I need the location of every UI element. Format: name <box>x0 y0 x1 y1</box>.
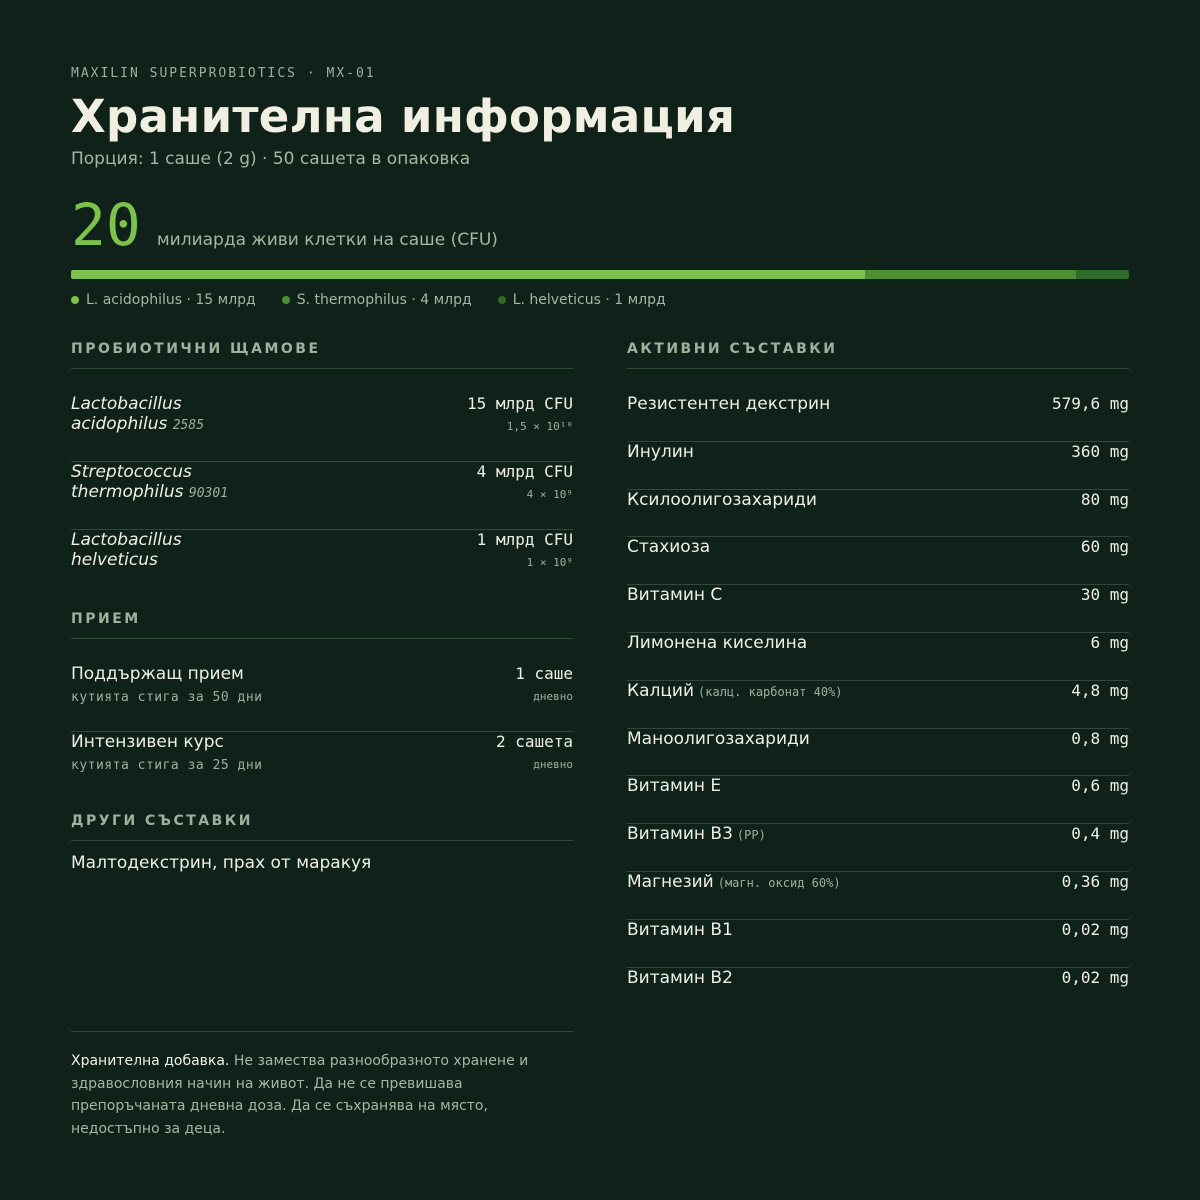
legend-label: S. thermophilus · 4 млрд <box>296 292 472 308</box>
ingredient-name <box>627 394 830 414</box>
ingredient-value: 360 mg <box>1071 441 1129 461</box>
legend-label: L. helveticus · 1 млрд <box>512 292 666 308</box>
footnote-divider <box>71 1031 573 1032</box>
ingredient-row <box>627 968 1129 1016</box>
ingredient-label: Резистентен декстрин <box>627 394 831 414</box>
ingredient-name <box>627 633 807 653</box>
ingredient-row <box>627 824 1129 872</box>
ingredient-label: Витамин B1 <box>627 919 733 940</box>
ingredient-row <box>627 729 1129 777</box>
strain-scientific: 1 × 10⁹ <box>526 556 573 569</box>
strain-code: 2585 <box>172 418 205 433</box>
ingredient-value: 0,8 mg <box>1071 728 1129 748</box>
dosage-label: Поддържащ прием <box>71 664 244 684</box>
ingredient-name <box>627 681 843 701</box>
strain-amount: 4 млрд CFU <box>476 462 573 481</box>
dosage-amount: 1 саше <box>515 664 573 683</box>
strain-species: thermophilus <box>71 482 184 502</box>
ingredient-name <box>627 729 810 749</box>
strain-name <box>71 530 182 570</box>
ingredient-label: Ксилоолигозахариди <box>627 489 817 510</box>
strain-amount: 15 млрд CFU <box>467 394 573 413</box>
strain-name <box>71 462 228 504</box>
ingredient-name <box>627 490 817 510</box>
ingredient-value: 4,8 mg <box>1071 680 1129 700</box>
nutrition-panel <box>71 0 1129 1200</box>
serving-info: Порция: 1 саше (2 g) · 50 сашета в опаковка <box>71 149 471 169</box>
ingredient-label: Витамин E <box>627 776 722 797</box>
ingredient-value: 30 mg <box>1080 585 1129 605</box>
dosage-duration: кутията стига за 25 дни <box>71 758 263 773</box>
other-ingredients-heading: ДРУГИ СЪСТАВКИ <box>71 813 573 841</box>
ingredient-value: 60 mg <box>1080 537 1129 557</box>
strain-row <box>71 530 573 598</box>
ingredient-name <box>627 776 721 796</box>
ingredient-label: Витамин B2 <box>627 967 733 988</box>
ingredient-note: (калц. карбонат 40%) <box>698 684 843 699</box>
page-title: Хранителна информация <box>71 90 736 143</box>
disclaimer-text: Не замества разнообразното хранене и здравословния начин на живот. Да не се превишава препоръчаната дневна доза. Да се съхранява на място, недостъпно за деца. <box>71 1053 529 1137</box>
dosage-frequency: дневно <box>533 690 573 703</box>
strain-name <box>71 394 204 436</box>
ingredient-name <box>627 968 733 988</box>
ingredient-name <box>627 824 766 844</box>
ingredient-label: Лимонена киселина <box>627 633 808 653</box>
other-ingredients-text: Малтодекстрин, прах от маракуя <box>71 853 372 873</box>
ingredient-name <box>627 872 841 892</box>
dosage-frequency: дневно <box>533 758 573 771</box>
ingredient-value: 579,6 mg <box>1051 394 1129 413</box>
ingredient-row <box>627 537 1129 585</box>
ingredient-label: Витамин C <box>627 585 723 606</box>
cfu-number: 20 <box>71 191 141 259</box>
ingredient-value: 0,6 mg <box>1071 776 1129 796</box>
ingredient-name <box>627 442 694 462</box>
strain-species: helveticus <box>71 550 158 570</box>
ingredient-row <box>627 920 1129 968</box>
left-column <box>71 0 573 1200</box>
disclaimer <box>71 1050 561 1140</box>
ingredient-label: Магнезий <box>627 872 714 892</box>
ingredient-name <box>627 920 733 940</box>
ingredient-value: 0,02 mg <box>1061 967 1129 987</box>
ingredient-row <box>627 633 1129 681</box>
dosage-amount: 2 сашета <box>495 732 573 751</box>
strain-species: acidophilus <box>71 414 168 434</box>
ingredient-row <box>627 585 1129 633</box>
ingredient-value: 0,4 mg <box>1071 824 1129 844</box>
dosage-row <box>71 664 573 732</box>
ingredient-label: Маноолигозахариди <box>627 728 810 749</box>
dosage-heading: ПРИЕМ <box>71 611 573 639</box>
ingredient-label: Стахиоза <box>627 537 711 558</box>
ingredient-name <box>627 585 722 605</box>
ingredient-label: Калций <box>627 680 695 701</box>
ingredient-row <box>627 394 1129 442</box>
dosage-label: Интензивен курс <box>71 732 224 752</box>
dosage-row <box>71 732 573 800</box>
ingredient-row <box>627 442 1129 490</box>
strain-row <box>71 394 573 462</box>
dosage-duration: кутията стига за 50 дни <box>71 690 263 705</box>
cfu-description: милиарда живи клетки на саше (CFU) <box>156 230 498 250</box>
ingredient-label: Витамин B3 <box>627 824 733 845</box>
strain-code: 90301 <box>188 486 229 501</box>
strain-genus: Lactobacillus <box>71 394 182 414</box>
ingredient-row <box>627 776 1129 824</box>
ingredient-note: (магн. оксид 60%) <box>717 876 841 890</box>
strain-genus: Lactobacillus <box>71 530 182 550</box>
strain-scientific: 4 × 10⁹ <box>526 488 573 501</box>
strain-amount: 1 млрд CFU <box>476 530 573 549</box>
brand-line: MAXILIN SUPERPROBIOTICS · MX-01 <box>71 66 376 81</box>
right-column <box>627 0 1129 1200</box>
ingredient-label: Инулин <box>627 441 694 462</box>
disclaimer-lead: Хранителна добавка. <box>71 1053 230 1069</box>
ingredient-note: (PP) <box>736 828 766 843</box>
strain-scientific: 1,5 × 10¹⁰ <box>506 420 573 433</box>
strain-row <box>71 462 573 530</box>
ingredient-value: 0,36 mg <box>1061 872 1129 891</box>
strain-genus: Streptococcus <box>71 462 192 482</box>
ingredient-row <box>627 490 1129 538</box>
legend-label: L. acidophilus · 15 млрд <box>86 292 256 308</box>
ingredient-row <box>627 681 1129 729</box>
ingredient-value: 80 mg <box>1080 489 1129 509</box>
ingredient-row <box>627 872 1129 920</box>
actives-heading: АКТИВНИ СЪСТАВКИ <box>627 341 1129 369</box>
ingredient-value: 0,02 mg <box>1061 919 1129 939</box>
ingredient-name <box>627 537 710 557</box>
strains-heading: ПРОБИОТИЧНИ ЩАМОВЕ <box>71 341 573 369</box>
ingredient-value: 6 mg <box>1090 633 1129 652</box>
